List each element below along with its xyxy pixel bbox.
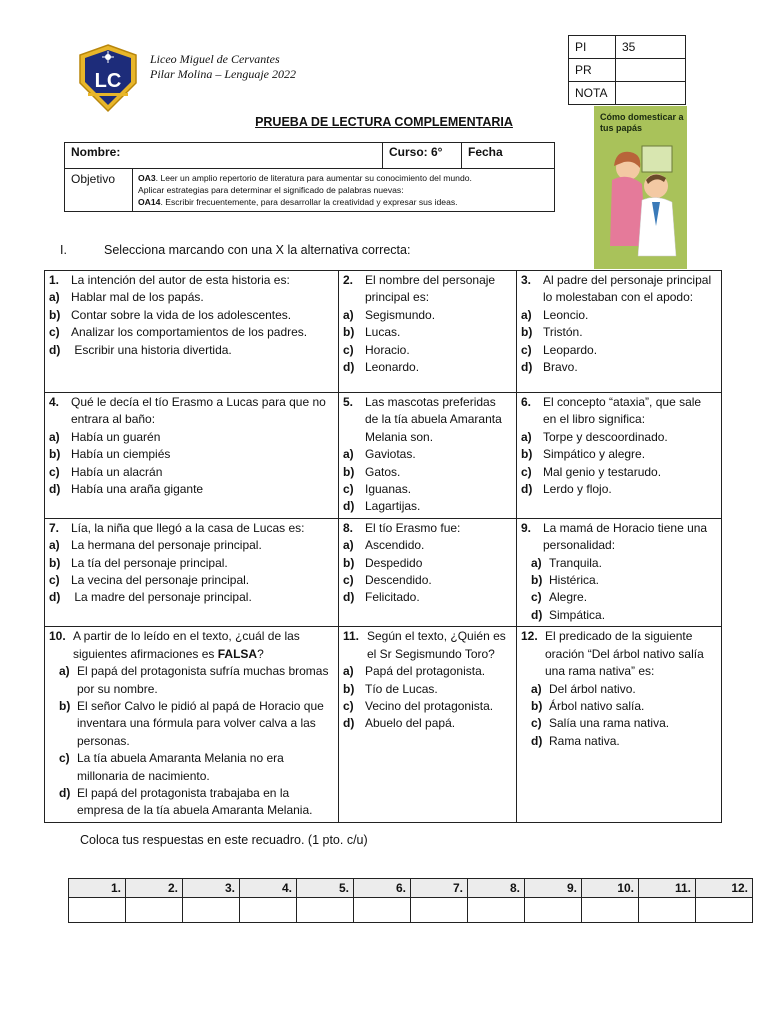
answer-cell[interactable] bbox=[696, 898, 753, 923]
option-letter: a) bbox=[531, 555, 542, 570]
answer-header: 7. bbox=[411, 879, 468, 898]
option-text: Tristón. bbox=[543, 325, 583, 340]
answers-caption: Coloca tus respuestas en este recuadro. (1 pto. c/u) bbox=[80, 833, 368, 847]
question-8 bbox=[339, 518, 517, 626]
option-a[interactable] bbox=[49, 289, 334, 306]
option-text: Tío de Lucas. bbox=[365, 681, 438, 696]
answer-cell[interactable] bbox=[525, 898, 582, 923]
option-c[interactable] bbox=[343, 342, 512, 359]
question-number: 5. bbox=[343, 395, 354, 409]
option-a[interactable] bbox=[343, 663, 512, 680]
option-c[interactable] bbox=[343, 572, 512, 589]
option-letter: c) bbox=[343, 573, 354, 588]
score-value: 35 bbox=[616, 36, 686, 59]
student-info-table bbox=[64, 142, 555, 212]
answer-header: 9. bbox=[525, 879, 582, 898]
question-stem bbox=[343, 394, 512, 446]
score-label: PR bbox=[569, 59, 616, 82]
option-a[interactable] bbox=[343, 537, 512, 554]
option-text: Bravo. bbox=[543, 360, 578, 375]
question-number: 8. bbox=[343, 520, 354, 535]
question-stem bbox=[49, 520, 334, 537]
option-b[interactable] bbox=[49, 555, 334, 572]
option-text: Vecino del protagonista. bbox=[365, 698, 494, 713]
question-text: Qué le decía el tío Erasmo a Lucas para que no entrara al baño: bbox=[71, 395, 326, 427]
option-a[interactable] bbox=[49, 429, 334, 446]
option-d[interactable] bbox=[521, 607, 717, 624]
question-number: 11. bbox=[343, 629, 360, 644]
option-d[interactable] bbox=[49, 589, 334, 606]
option-letter: a) bbox=[343, 447, 354, 462]
option-letter: c) bbox=[343, 698, 354, 713]
answer-header: 6. bbox=[354, 879, 411, 898]
question-stem bbox=[343, 628, 512, 663]
option-b[interactable] bbox=[521, 698, 717, 715]
section-number: I. bbox=[60, 243, 67, 257]
section-text: Selecciona marcando con una X la alternativa correcta: bbox=[104, 243, 411, 257]
option-b[interactable] bbox=[49, 446, 334, 463]
question-stem bbox=[49, 272, 334, 289]
option-letter: a) bbox=[521, 429, 532, 444]
question-text: Lía, la niña que llegó a la casa de Lucas es: bbox=[71, 520, 305, 535]
option-letter: d) bbox=[49, 590, 61, 605]
school-header bbox=[150, 52, 296, 82]
option-text: Alegre. bbox=[549, 590, 588, 605]
answer-cell[interactable] bbox=[354, 898, 411, 923]
objective-line: Aplicar estrategias para determinar el significado de palabras nuevas: bbox=[138, 185, 404, 195]
option-text: Histérica. bbox=[549, 573, 600, 588]
option-text: Segismundo. bbox=[365, 307, 436, 322]
question-number: 10. bbox=[49, 629, 66, 644]
objective-line: OA3. Leer un amplio repertorio de literatura para aumentar su conocimiento del mundo. bbox=[138, 173, 472, 183]
option-letter: b) bbox=[521, 447, 533, 462]
option-a[interactable] bbox=[521, 307, 717, 324]
question-text: El nombre del personaje principal es: bbox=[365, 273, 496, 305]
option-b[interactable] bbox=[521, 324, 717, 341]
question-text: El tío Erasmo fue: bbox=[365, 520, 461, 535]
objective-label: Objetivo bbox=[65, 169, 133, 211]
option-text: Rama nativa. bbox=[549, 733, 620, 748]
option-d[interactable] bbox=[343, 589, 512, 606]
school-name: Liceo Miguel de Cervantes bbox=[150, 52, 280, 66]
option-d[interactable] bbox=[49, 342, 334, 359]
option-text: La madre del personaje principal. bbox=[71, 590, 252, 605]
option-letter: a) bbox=[343, 307, 354, 322]
score-value bbox=[616, 82, 686, 105]
option-d[interactable] bbox=[343, 498, 512, 515]
option-letter: c) bbox=[49, 325, 60, 340]
option-text: Torpe y descoordinado. bbox=[543, 429, 668, 444]
option-letter: b) bbox=[531, 698, 543, 713]
answer-header: 11. bbox=[639, 879, 696, 898]
question-1 bbox=[45, 271, 339, 393]
option-letter: c) bbox=[343, 342, 354, 357]
option-text: Salía una rama nativa. bbox=[549, 716, 670, 731]
option-text: Gatos. bbox=[365, 464, 401, 479]
book-cover-image bbox=[594, 106, 687, 269]
option-d[interactable] bbox=[343, 359, 512, 376]
option-text: Leoncio. bbox=[543, 307, 589, 322]
course-label: Curso: 6° bbox=[383, 143, 462, 169]
question-stem bbox=[521, 520, 717, 555]
option-a[interactable] bbox=[343, 307, 512, 324]
answer-cell[interactable] bbox=[69, 898, 126, 923]
option-b[interactable] bbox=[343, 555, 512, 572]
option-c[interactable] bbox=[521, 715, 717, 732]
option-text: Mal genio y testarudo. bbox=[543, 464, 662, 479]
page-title: PRUEBA DE LECTURA COMPLEMENTARIA bbox=[255, 115, 513, 129]
option-a[interactable] bbox=[49, 537, 334, 554]
teacher-line: Pilar Molina – Lenguaje 2022 bbox=[150, 67, 296, 81]
option-text: Lagartijas. bbox=[365, 499, 421, 514]
option-letter: c) bbox=[531, 716, 542, 731]
option-c[interactable] bbox=[49, 750, 334, 785]
question-number: 7. bbox=[49, 520, 60, 535]
option-text: Leopardo. bbox=[543, 342, 598, 357]
option-text: Escribir una historia divertida. bbox=[71, 342, 232, 357]
question-text: Al padre del personaje principal lo molestaban con el apodo: bbox=[543, 273, 712, 305]
option-text: La tía abuela Amaranta Melania no era millonaria de nacimiento. bbox=[77, 751, 288, 783]
question-stem bbox=[343, 520, 512, 537]
question-text: Según el texto, ¿Quién es el Sr Segismundo Toro? bbox=[367, 629, 506, 661]
question-10 bbox=[45, 627, 339, 822]
option-text: Hablar mal de los papás. bbox=[71, 290, 204, 305]
option-text: Lucas. bbox=[365, 325, 401, 340]
option-b[interactable] bbox=[49, 307, 334, 324]
option-letter: a) bbox=[59, 664, 70, 679]
question-number: 9. bbox=[521, 520, 532, 535]
option-letter: a) bbox=[343, 538, 354, 553]
option-letter: c) bbox=[49, 573, 60, 588]
answer-cell[interactable] bbox=[411, 898, 468, 923]
question-3 bbox=[517, 271, 722, 393]
question-stem bbox=[521, 628, 717, 680]
answer-header: 1. bbox=[69, 879, 126, 898]
question-number: 3. bbox=[521, 273, 532, 287]
question-2 bbox=[339, 271, 517, 393]
question-12 bbox=[517, 627, 722, 822]
question-text: El concepto “ataxia”, que sale en el libro significa: bbox=[543, 395, 702, 427]
option-letter: b) bbox=[49, 447, 61, 462]
answer-cell[interactable] bbox=[240, 898, 297, 923]
name-field[interactable] bbox=[65, 143, 383, 169]
option-d[interactable] bbox=[343, 715, 512, 732]
question-5 bbox=[339, 393, 517, 519]
answer-header: 10. bbox=[582, 879, 639, 898]
option-letter: b) bbox=[49, 307, 61, 322]
option-c[interactable] bbox=[49, 324, 334, 341]
option-letter: d) bbox=[343, 499, 355, 514]
option-letter: d) bbox=[49, 342, 61, 357]
option-letter: d) bbox=[521, 360, 533, 375]
option-letter: c) bbox=[343, 482, 354, 497]
question-9 bbox=[517, 518, 722, 626]
score-label: PI bbox=[569, 36, 616, 59]
option-text: La hermana del personaje principal. bbox=[71, 538, 262, 553]
date-label: Fecha bbox=[468, 145, 503, 159]
option-letter: d) bbox=[531, 607, 543, 622]
option-letter: d) bbox=[59, 785, 71, 800]
question-number: 4. bbox=[49, 395, 60, 409]
option-text: La vecina del personaje principal. bbox=[71, 573, 250, 588]
option-letter: c) bbox=[521, 464, 532, 479]
option-letter: a) bbox=[49, 538, 60, 553]
option-letter: a) bbox=[49, 429, 60, 444]
option-text: Leonardo. bbox=[365, 360, 420, 375]
school-logo bbox=[76, 43, 140, 113]
option-letter: a) bbox=[531, 681, 542, 696]
option-text: Lerdo y flojo. bbox=[543, 482, 612, 497]
option-a[interactable] bbox=[49, 663, 334, 698]
option-c[interactable] bbox=[521, 342, 717, 359]
option-text: Tranquila. bbox=[549, 555, 602, 570]
section-instruction bbox=[60, 243, 410, 257]
option-text: Ascendido. bbox=[365, 538, 425, 553]
option-text: Contar sobre la vida de los adolescentes. bbox=[71, 307, 292, 322]
question-stem bbox=[521, 394, 717, 429]
option-text: Horacio. bbox=[365, 342, 410, 357]
objective-line: OA14. Escribir frecuentemente, para desarrollar la creatividad y expresar sus ideas. bbox=[138, 197, 458, 207]
answer-cell[interactable] bbox=[639, 898, 696, 923]
option-text: La tía del personaje principal. bbox=[71, 555, 228, 570]
answer-grid bbox=[68, 878, 753, 923]
option-b[interactable] bbox=[343, 464, 512, 481]
name-label: Nombre: bbox=[71, 145, 121, 159]
option-letter: d) bbox=[531, 733, 543, 748]
questions-grid bbox=[44, 270, 722, 823]
option-c[interactable] bbox=[343, 698, 512, 715]
option-letter: d) bbox=[343, 360, 355, 375]
score-value bbox=[616, 59, 686, 82]
option-d[interactable] bbox=[521, 733, 717, 750]
option-d[interactable] bbox=[521, 359, 717, 376]
option-text: Iguanas. bbox=[365, 482, 412, 497]
option-letter: b) bbox=[59, 698, 71, 713]
option-text: Árbol nativo salía. bbox=[549, 698, 645, 713]
question-text: A partir de lo leído en el texto, ¿cuál de las siguientes afirmaciones es FALSA? bbox=[73, 629, 300, 661]
option-text: Había un alacrán bbox=[71, 464, 163, 479]
logo-text: LC bbox=[94, 70, 122, 92]
option-letter: b) bbox=[343, 464, 355, 479]
option-text: Había un ciempiés bbox=[71, 447, 171, 462]
option-text: Despedido bbox=[365, 555, 423, 570]
question-stem bbox=[49, 394, 334, 429]
answer-cell[interactable] bbox=[468, 898, 525, 923]
answer-cell[interactable] bbox=[582, 898, 639, 923]
option-letter: b) bbox=[531, 573, 543, 588]
option-letter: b) bbox=[343, 681, 355, 696]
option-text: Descendido. bbox=[365, 573, 432, 588]
date-field[interactable] bbox=[462, 143, 555, 169]
option-c[interactable] bbox=[343, 481, 512, 498]
answer-header: 5. bbox=[297, 879, 354, 898]
option-letter: b) bbox=[521, 325, 533, 340]
option-letter: c) bbox=[59, 751, 70, 766]
option-text: Había un guarén bbox=[71, 429, 161, 444]
option-text: Había una araña gigante bbox=[71, 482, 204, 497]
option-text: Simpática. bbox=[549, 607, 606, 622]
question-4 bbox=[45, 393, 339, 519]
option-a[interactable] bbox=[521, 429, 717, 446]
question-text: La intención del autor de esta historia es: bbox=[71, 273, 290, 287]
option-letter: d) bbox=[343, 716, 355, 731]
question-text: Las mascotas preferidas de la tía abuela Amaranta Melania son. bbox=[365, 395, 502, 444]
option-d[interactable] bbox=[521, 481, 717, 498]
option-letter: c) bbox=[521, 342, 532, 357]
option-letter: c) bbox=[49, 464, 60, 479]
option-text: El papá del protagonista trabajaba en la empresa de la tía abuela Amaranta Melania. bbox=[77, 785, 313, 818]
option-c[interactable] bbox=[49, 572, 334, 589]
option-c[interactable] bbox=[521, 464, 717, 481]
option-letter: c) bbox=[531, 590, 542, 605]
book-cover-title: Cómo domesticar a tus papás bbox=[600, 112, 684, 133]
answer-header: 2. bbox=[126, 879, 183, 898]
option-c[interactable] bbox=[521, 589, 717, 606]
option-text: El señor Calvo le pidió al papá de Horacio que inventara una fórmula para volver calva a las personas. bbox=[77, 698, 328, 748]
answer-cell[interactable] bbox=[126, 898, 183, 923]
question-number: 2. bbox=[343, 273, 354, 287]
answer-cell[interactable] bbox=[183, 898, 240, 923]
answer-header: 3. bbox=[183, 879, 240, 898]
option-text: Gaviotas. bbox=[365, 447, 416, 462]
question-stem bbox=[521, 272, 717, 307]
question-stem bbox=[49, 628, 334, 663]
question-text: La mamá de Horacio tiene una personalidad: bbox=[543, 520, 708, 553]
option-b[interactable] bbox=[521, 446, 717, 463]
option-text: El papá del protagonista sufría muchas bromas por su nombre. bbox=[77, 664, 332, 696]
option-text: Del árbol nativo. bbox=[549, 681, 636, 696]
score-box bbox=[568, 35, 686, 105]
option-letter: b) bbox=[343, 555, 355, 570]
option-text: Felicitado. bbox=[365, 590, 420, 605]
question-number: 1. bbox=[49, 273, 60, 287]
option-letter: a) bbox=[49, 290, 60, 305]
option-b[interactable] bbox=[49, 698, 334, 750]
option-b[interactable] bbox=[343, 324, 512, 341]
option-b[interactable] bbox=[343, 681, 512, 698]
option-letter: d) bbox=[49, 482, 61, 497]
option-letter: b) bbox=[343, 325, 355, 340]
question-number: 6. bbox=[521, 395, 532, 409]
option-a[interactable] bbox=[521, 681, 717, 698]
option-letter: a) bbox=[343, 664, 354, 679]
option-d[interactable] bbox=[49, 785, 334, 820]
answer-header: 12. bbox=[696, 879, 753, 898]
option-text: Papá del protagonista. bbox=[365, 664, 486, 679]
option-d[interactable] bbox=[49, 481, 334, 498]
question-text: El predicado de la siguiente oración “Del árbol nativo salía una rama nativa” es: bbox=[545, 629, 704, 679]
option-a[interactable] bbox=[343, 446, 512, 463]
question-stem bbox=[343, 272, 512, 307]
answer-header: 8. bbox=[468, 879, 525, 898]
option-letter: b) bbox=[49, 555, 61, 570]
option-letter: a) bbox=[521, 307, 532, 322]
question-11 bbox=[339, 627, 517, 822]
option-letter: d) bbox=[343, 590, 355, 605]
question-number: 12. bbox=[521, 629, 538, 644]
option-a[interactable] bbox=[521, 555, 717, 572]
option-c[interactable] bbox=[49, 464, 334, 481]
objectives bbox=[133, 169, 477, 211]
score-label: NOTA bbox=[569, 82, 616, 105]
option-text: Simpático y alegre. bbox=[543, 447, 646, 462]
question-6 bbox=[517, 393, 722, 519]
option-text: Abuelo del papá. bbox=[365, 716, 456, 731]
option-text: Analizar los comportamientos de los padres. bbox=[71, 325, 308, 340]
option-b[interactable] bbox=[521, 572, 717, 589]
answer-cell[interactable] bbox=[297, 898, 354, 923]
answer-header: 4. bbox=[240, 879, 297, 898]
option-letter: d) bbox=[521, 482, 533, 497]
question-7 bbox=[45, 518, 339, 626]
